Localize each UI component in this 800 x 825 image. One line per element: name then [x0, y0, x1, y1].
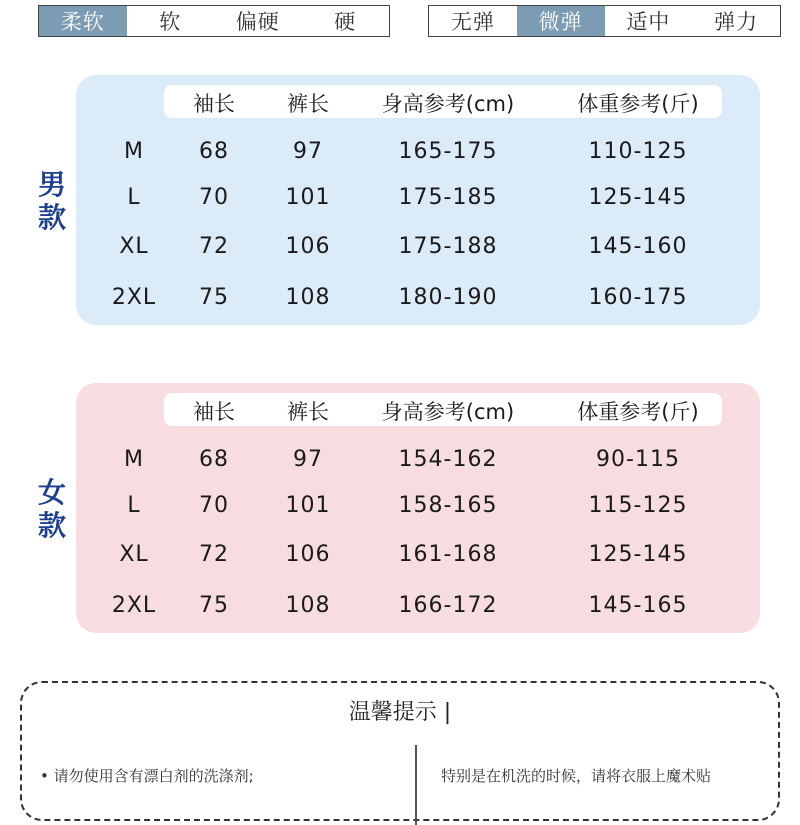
height-cell: 175-188 — [398, 234, 498, 259]
pants-cell: 106 — [285, 542, 331, 567]
elasticity-option: 适中 — [626, 10, 671, 34]
elasticity-option: 弹力 — [714, 10, 759, 34]
sleeve-cell: 70 — [199, 185, 229, 210]
elasticity-option: 微弹 — [517, 6, 605, 36]
weight-cell: 145-165 — [588, 593, 688, 618]
sleeve-header: 袖长 — [193, 400, 235, 424]
size-cell: M — [124, 447, 144, 472]
weight-cell: 110-125 — [588, 139, 688, 164]
pants-cell: 101 — [285, 185, 331, 210]
sleeve-cell: 75 — [199, 285, 229, 310]
tip-text: 特别是在机洗的时候，请将衣服上魔术贴 — [441, 767, 712, 785]
tips-title: 温馨提示 | — [348, 700, 452, 725]
sleeve-cell: 72 — [199, 234, 229, 259]
size-cell: 2XL — [111, 593, 157, 618]
softness-scale — [38, 5, 390, 37]
height-cell: 165-175 — [398, 139, 498, 164]
size-cell: L — [127, 493, 141, 518]
tips-divider — [415, 745, 417, 825]
sleeve-cell: 68 — [199, 139, 229, 164]
elasticity-scale — [428, 5, 781, 37]
women-size-table — [76, 383, 760, 633]
pants-cell: 97 — [293, 447, 323, 472]
size-cell: M — [124, 139, 144, 164]
sleeve-cell: 75 — [199, 593, 229, 618]
weight-header: 体重参考(斤) — [577, 400, 699, 424]
pants-header: 裤长 — [287, 400, 329, 424]
weight-cell: 115-125 — [588, 493, 688, 518]
pants-cell: 108 — [285, 593, 331, 618]
weight-header: 体重参考(斤) — [577, 92, 699, 116]
weight-cell: 90-115 — [596, 447, 680, 472]
sleeve-cell: 68 — [199, 447, 229, 472]
pants-cell: 106 — [285, 234, 331, 259]
height-cell: 161-168 — [398, 542, 498, 567]
softness-option: 硬 — [334, 10, 357, 34]
height-header: 身高参考(cm) — [381, 92, 515, 116]
weight-cell: 125-145 — [588, 185, 688, 210]
tips-box — [20, 681, 780, 821]
height-header: 身高参考(cm) — [381, 400, 515, 424]
size-cell: 2XL — [111, 285, 157, 310]
sleeve-header: 袖长 — [193, 92, 235, 116]
pants-cell: 97 — [293, 139, 323, 164]
softness-option: 偏硬 — [235, 10, 280, 34]
pants-header: 裤长 — [287, 92, 329, 116]
height-cell: 154-162 — [398, 447, 498, 472]
weight-cell: 145-160 — [588, 234, 688, 259]
size-cell: XL — [119, 234, 149, 259]
pants-cell: 101 — [285, 493, 331, 518]
height-cell: 166-172 — [398, 593, 498, 618]
sleeve-cell: 70 — [199, 493, 229, 518]
height-cell: 175-185 — [398, 185, 498, 210]
softness-option: 柔软 — [39, 6, 127, 36]
women-label: 女款 — [37, 476, 66, 542]
height-cell: 180-190 — [398, 285, 498, 310]
elasticity-option: 无弹 — [450, 10, 495, 34]
sleeve-cell: 72 — [199, 542, 229, 567]
tip-text: • 请勿使用含有漂白剂的洗涤剂; — [40, 767, 254, 785]
height-cell: 158-165 — [398, 493, 498, 518]
softness-option: 软 — [159, 10, 182, 34]
weight-cell: 125-145 — [588, 542, 688, 567]
men-label: 男款 — [37, 168, 66, 234]
pants-cell: 108 — [285, 285, 331, 310]
men-size-table — [76, 75, 760, 325]
size-cell: XL — [119, 542, 149, 567]
weight-cell: 160-175 — [588, 285, 688, 310]
size-cell: L — [127, 185, 141, 210]
